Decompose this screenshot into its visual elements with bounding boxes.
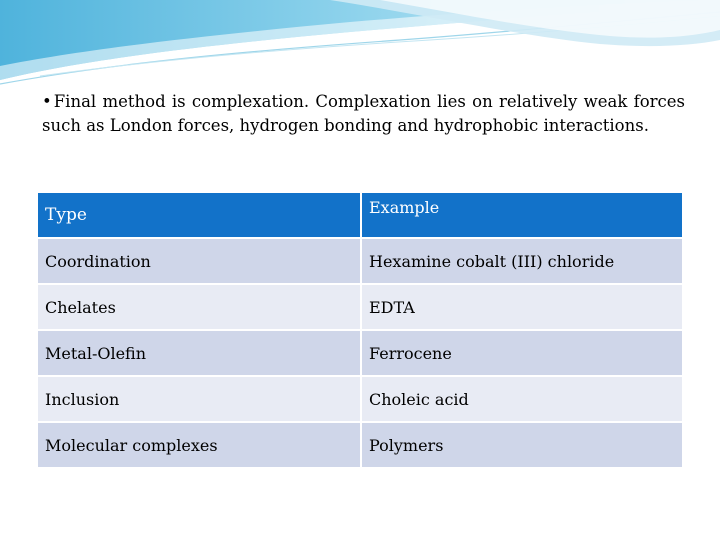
- cell-example: EDTA: [362, 285, 682, 329]
- cell-type: Inclusion: [38, 377, 360, 421]
- table-row: [38, 423, 682, 467]
- cell-type: Molecular complexes: [38, 423, 360, 467]
- bullet-glyph: •: [42, 92, 52, 111]
- cell-example: Ferrocene: [362, 331, 682, 375]
- cell-type: Metal-Olefin: [38, 331, 360, 375]
- header-type: Type: [38, 193, 360, 237]
- table-row: [38, 239, 682, 283]
- cell-example: Hexamine cobalt (III) chloride: [362, 239, 682, 283]
- cell-type: Coordination: [38, 239, 360, 283]
- complexation-types-table: [36, 191, 684, 469]
- table-row: [38, 331, 682, 375]
- intro-paragraph: [42, 90, 685, 138]
- header-wave-decoration: [0, 0, 720, 90]
- table-header-row: [38, 193, 682, 237]
- header-example: Example: [362, 193, 682, 237]
- cell-example: Polymers: [362, 423, 682, 467]
- cell-type: Chelates: [38, 285, 360, 329]
- intro-text: Final method is complexation. Complexation lies on relatively weak forces such as London forces, hydrogen bonding and hydrophobic interactions.: [42, 92, 685, 135]
- cell-example: Choleic acid: [362, 377, 682, 421]
- table-row: [38, 285, 682, 329]
- table-row: [38, 377, 682, 421]
